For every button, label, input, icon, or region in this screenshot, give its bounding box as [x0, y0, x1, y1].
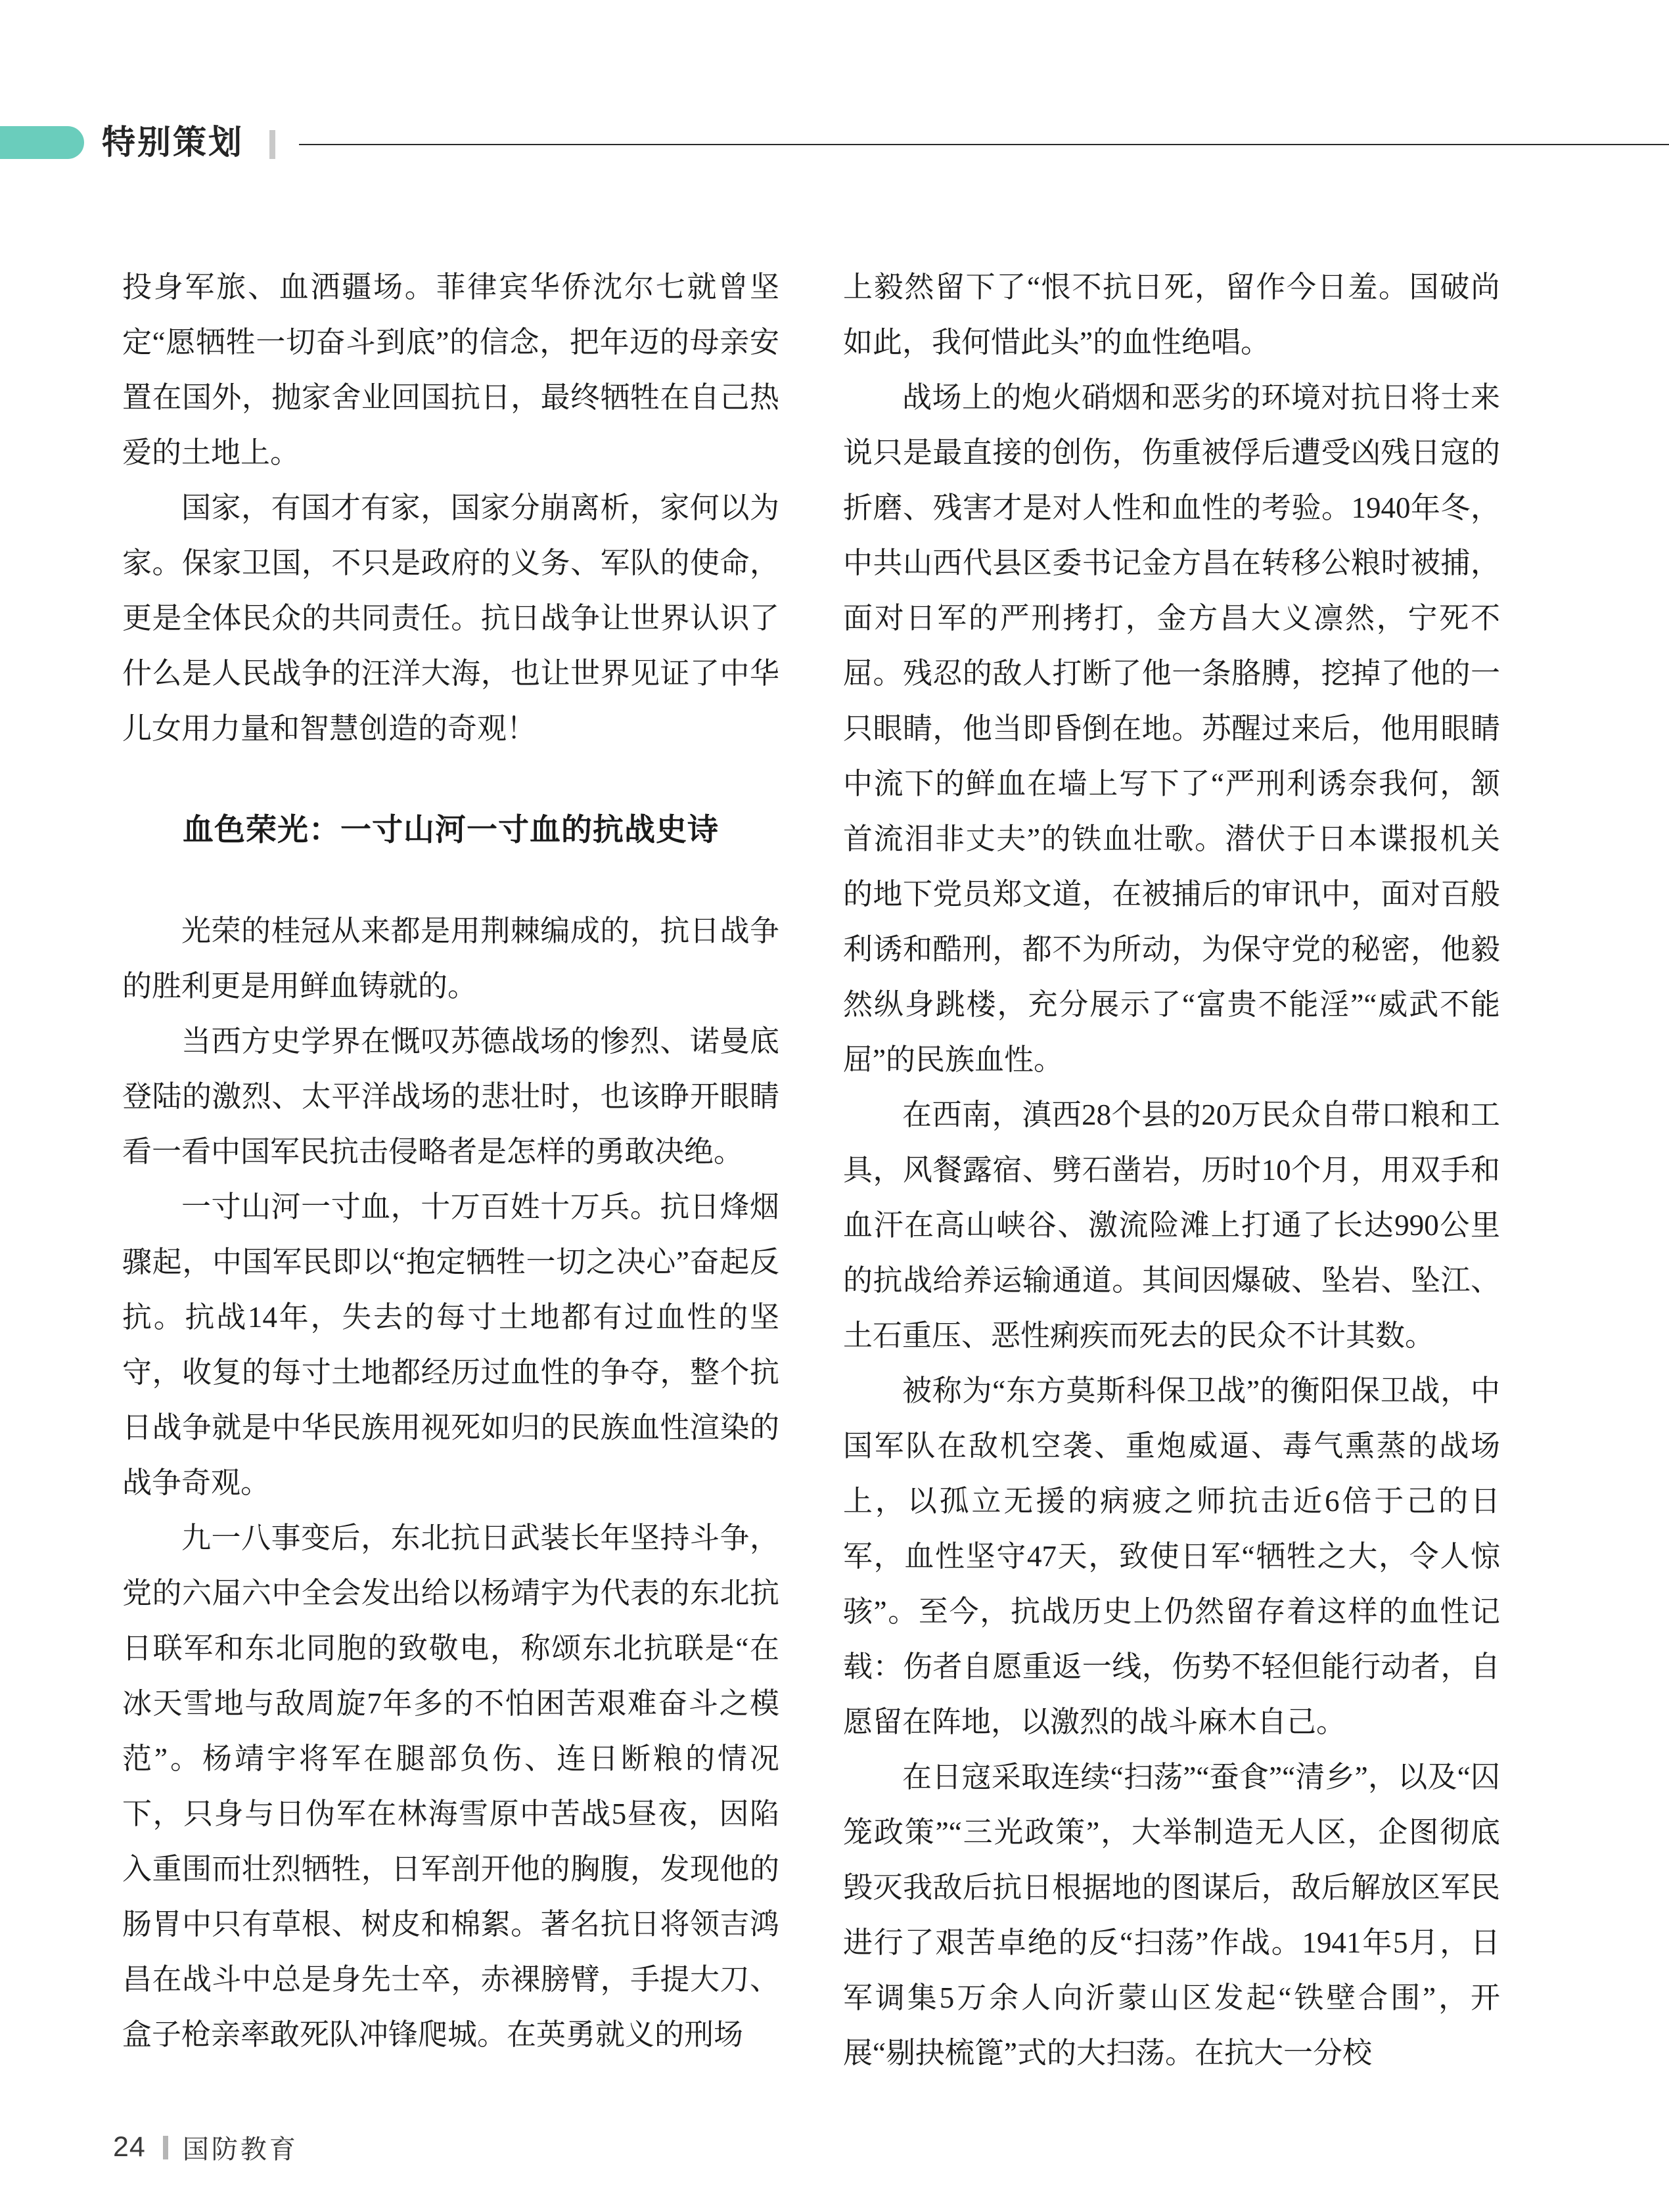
paragraph: 国家，有国才有家，国家分崩离析，家何以为家。保家卫国，不只是政府的义务、军队的使命，更是全体民众的共同责任。抗日战争让世界认识了什么是人民战争的汪洋大海，也让世界见证了中华儿女用力量和智慧创造的奇观！	[122, 491, 779, 745]
paragraph: 当西方史学界在慨叹苏德战场的惨烈、诺曼底登陆的激烈、太平洋战场的悲壮时，也该睁开眼睛看一看中国军民抗击侵略者是怎样的勇敢决绝。	[122, 1025, 779, 1168]
paragraph: 战场上的炮火硝烟和恶劣的环境对抗日将士来说只是最直接的创伤，伤重被俘后遭受凶残日寇的折磨、残害才是对人性和血性的考验。1940年冬，中共山西代县区委书记金方昌在转移公粮时被捕，面对日军的严刑拷打，金方昌大义凛然，宁死不屈。残忍的敌人打断了他一条胳膊，挖掉了他的一只眼睛，他当即昏倒在地。苏醒过来后，他用眼睛中流下的鲜血在墙上写下了“严刑利诱奈我何，颔首流泪非丈夫”的铁血壮歌。潜伏于日本谍报机关的地下党员郑文道，在被捕后的审讯中，面对百般利诱和酷刑，都不为所动，为保守党的秘密，他毅然纵身跳楼，充分展示了“富贵不能淫”“威武不能屈”的民族血性。	[843, 381, 1500, 1076]
page-number: 24	[113, 2131, 146, 2163]
paragraph-continuation: 投身军旅、血洒疆场。菲律宾华侨沈尔七就曾坚定“愿牺牲一切奋斗到底”的信念，把年迈的母亲安置在国外，抛家舍业回国抗日，最终牺牲在自己热爱的土地上。	[122, 271, 779, 469]
paragraph: 九一八事变后，东北抗日武装长年坚持斗争，党的六届六中全会发出给以杨靖宇为代表的东北抗日联军和东北同胞的致敬电，称颂东北抗联是“在冰天雪地与敌周旋7年多的不怕困苦艰难奋斗之模范”。杨靖宇将军在腿部负伤、连日断粮的情况下，只身与日伪军在林海雪原中苦战5昼夜，因陷入重围而壮烈牺牲，日军剖开他的胸腹，发现他的肠胃中只有草根、树皮和棉絮。著名抗日将领吉鸿昌在战斗中总是身先士卒，赤裸膀臂，手提大刀、盒子枪亲率敢死队冲锋爬城。在英勇就义的刑场	[122, 1522, 779, 2051]
page-footer	[113, 2129, 298, 2166]
header-accent-pill	[0, 126, 84, 159]
paragraph: 光荣的桂冠从来都是用荆棘编成的，抗日战争的胜利更是用鲜血铸就的。	[122, 914, 779, 1003]
right-column	[843, 260, 1500, 2081]
paragraph: 被称为“东方莫斯科保卫战”的衡阳保卫战，中国军队在敌机空袭、重炮威逼、毒气熏蒸的战场上，以孤立无援的病疲之师抗击近6倍于己的日军，血性坚守47天，致使日军“牺牲之大，令人惊骇”。至今，抗战历史上仍然留存着这样的血性记载：伤者自愿重返一线，伤势不轻但能行动者，自愿留在阵地，以激烈的战斗麻木自己。	[843, 1374, 1500, 1738]
paragraph: 在日寇采取连续“扫荡”“蚕食”“清乡”，以及“囚笼政策”“三光政策”，大举制造无人区，企图彻底毁灭我敌后抗日根据地的图谋后，敌后解放区军民进行了艰苦卓绝的反“扫荡”作战。1941年5月，日军调集5万余人向沂蒙山区发起“铁壁合围”，开展“剔抉梳篦”式的大扫荡。在抗大一分校	[843, 1761, 1500, 2069]
paragraph: 一寸山河一寸血，十万百姓十万兵。抗日烽烟骤起，中国军民即以“抱定牺牲一切之决心”奋起反抗。抗战14年，失去的每寸土地都有过血性的坚守，收复的每寸土地都经历过血性的争夺，整个抗日战争就是中华民族用视死如归的民族血性渲染的战争奇观。	[122, 1190, 779, 1499]
section-heading: 血色荣光：一寸山河一寸血的抗战史诗	[183, 812, 719, 847]
journal-title: 国防教育	[182, 2135, 298, 2164]
left-column	[122, 260, 779, 2062]
paragraph: 在西南，滇西28个县的20万民众自带口粮和工具，风餐露宿、劈石凿岩，历时10个月，用双手和血汗在高山峡谷、激流险滩上打通了长达990公里的抗战给养运输通道。其间因爆破、坠岩、坠江、土石重压、恶性痢疾而死去的民众不计其数。	[843, 1098, 1500, 1352]
section-label: 特别策划	[102, 124, 244, 161]
header-tick-bar	[269, 130, 275, 159]
footer-divider-bar	[163, 2136, 168, 2159]
paragraph-continuation: 上毅然留下了“恨不抗日死，留作今日羞。国破尚如此，我何惜此头”的血性绝唱。	[843, 271, 1500, 359]
header-rule-line	[299, 144, 1669, 145]
